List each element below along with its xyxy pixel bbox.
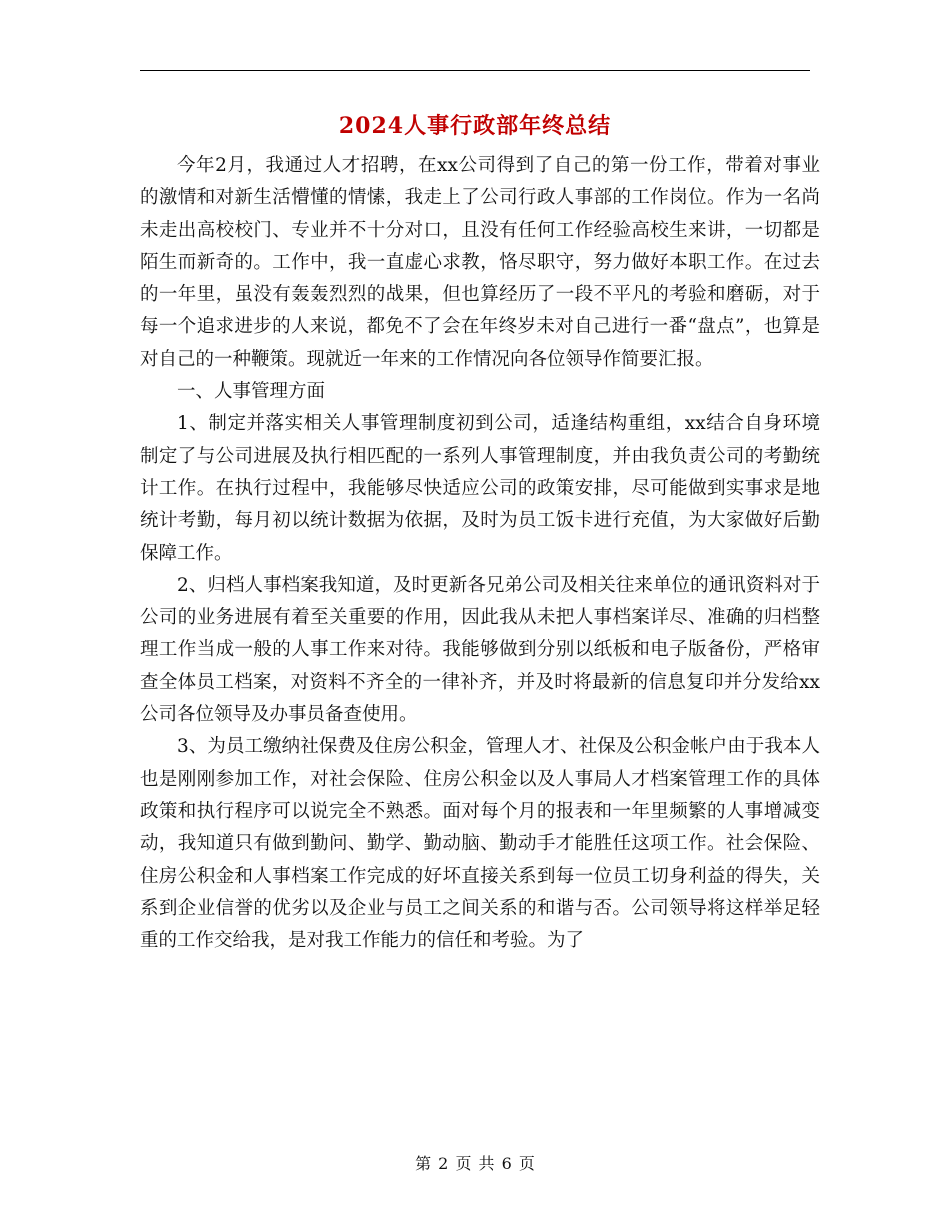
section-heading-hr-management: 一、人事管理方面 [177, 381, 326, 403]
document-title: 2024人事行政部年终总结 [338, 113, 612, 139]
page-number-footer: 第 2 页 共 6 页 [415, 1154, 535, 1173]
document-body [140, 150, 820, 957]
header-rule [140, 70, 810, 71]
paragraph-item-2: 2、归档人事档案我知道，及时更新各兄弟公司及相关往来单位的通讯资料对于公司的业务进展有着至关重要的作用，因此我从未把人事档案详尽、准确的归档整理工作当成一般的人事工作来对待。我能够做到分别以纸板和电子版备份，严格审查全体员工档案，对资料不齐全的一律补齐，并及时将最新的信息复印并分发给xx公司各位领导及办事员备查使用。 [140, 574, 820, 726]
paragraph-intro: 今年2月，我通过人才招聘，在xx公司得到了自己的第一份工作，带着对事业的激情和对新生活懵懂的情愫，我走上了公司行政人事部的工作岗位。作为一名尚未走出高校校门、专业并不十分对口，且没有任何工作经验高校生来讲，一切都是陌生而新奇的。工作中，我一直虚心求教，恪尽职守，努力做好本职工作。在过去的一年里，虽没有轰轰烈烈的战果，但也算经历了一段不平凡的考验和磨砺，对于每一个追求进步的人来说，都免不了会在年终岁未对自己进行一番“盘点”，也算是对自己的一种鞭策。现就近一年来的工作情况向各位领导作简要汇报。 [140, 155, 820, 370]
paragraph-item-3: 3、为员工缴纳社保费及住房公积金，管理人才、社保及公积金帐户由于我本人也是刚刚参加工作，对社会保险、住房公积金以及人事局人才档案管理工作的具体政策和执行程序可以说完全不熟悉。面对每个月的报表和一年里频繁的人事增减变动，我知道只有做到勤问、勤学、勤动脑、勤动手才能胜任这项工作。社会保险、住房公积金和人事档案工作完成的好坏直接关系到每一位员工切身利益的得失，关系到企业信誉的优劣以及企业与员工之间关系的和谐与否。公司领导将这样举足轻重的工作交给我，是对我工作能力的信任和考验。为了 [140, 736, 820, 952]
paragraph-item-1: 1、制定并落实相关人事管理制度初到公司，适逢结构重组，xx结合自身环境制定了与公司进展及执行相匹配的一系列人事管理制度，并由我负责公司的考勤统计工作。在执行过程中，我能够尽快适应公司的政策安排，尽可能做到实事求是地统计考勤，每月初以统计数据为依据，及时为员工饭卡进行充值，为大家做好后勤保障工作。 [140, 413, 820, 564]
